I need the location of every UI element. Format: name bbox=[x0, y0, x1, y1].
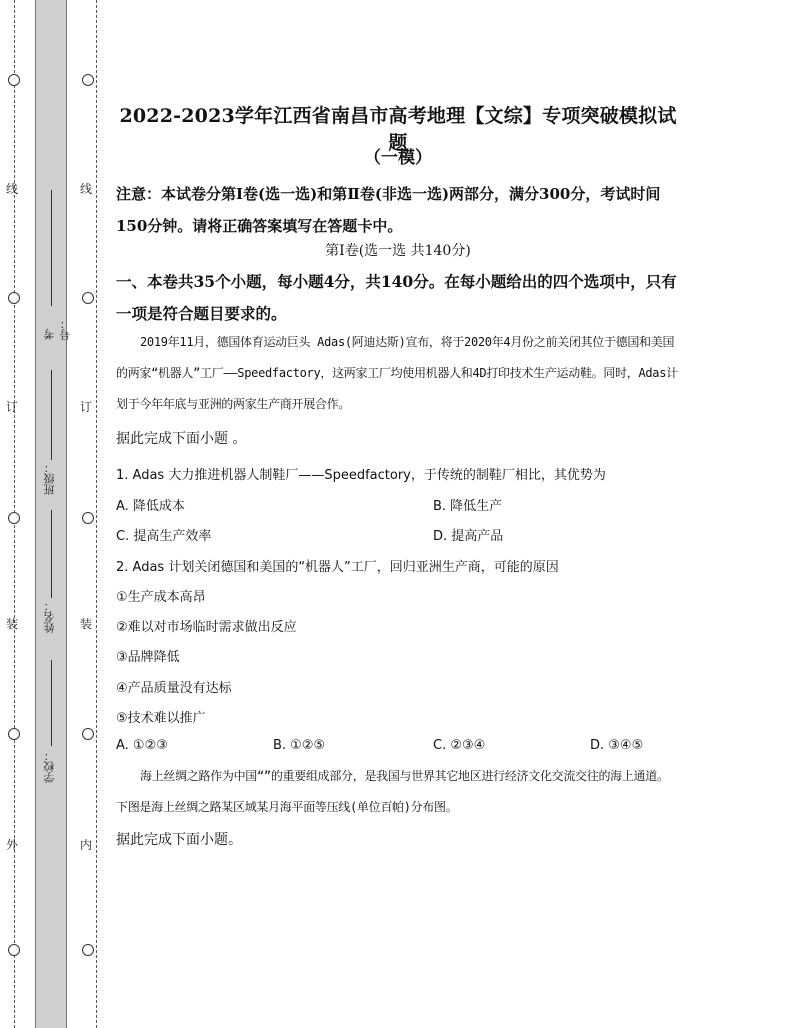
q2-option-c[interactable]: C. ②③④ bbox=[433, 738, 486, 753]
inner-dashed-line bbox=[96, 0, 97, 1028]
part-intro: 一、本卷共35个小题，每小题4分，共140分。在每小题给出的四个选项中，只有一项是符合题目要求的。 bbox=[116, 272, 677, 323]
school-field[interactable] bbox=[42, 660, 60, 790]
q2-item: ⑤技术难以推广 bbox=[116, 711, 206, 726]
q1-option-c[interactable]: C. 提高生产效率 bbox=[116, 529, 212, 544]
binding-hole bbox=[8, 74, 20, 86]
margin-char-outer-zhuang: 装 bbox=[6, 617, 19, 631]
q2-item: ②难以对市场临时需求做出反应 bbox=[116, 620, 297, 635]
margin-char-inner-nei: 内 bbox=[80, 838, 93, 852]
margin-char-inner-line: 线 bbox=[80, 182, 93, 196]
q2-option-b[interactable]: B. ①②⑤ bbox=[273, 738, 326, 753]
q2-option-a[interactable]: A. ①②③ bbox=[116, 738, 168, 753]
class-label: 班级： bbox=[43, 462, 56, 495]
margin-char-outer-ding: 订 bbox=[6, 400, 19, 414]
binding-hole bbox=[82, 292, 94, 304]
name-field[interactable] bbox=[42, 510, 60, 640]
binding-hole bbox=[82, 74, 94, 86]
exam-subtitle: （一模） bbox=[364, 148, 432, 168]
margin-char-inner-ding: 订 bbox=[80, 400, 93, 414]
q1-option-b[interactable]: B. 降低生产 bbox=[433, 499, 503, 514]
section-heading: 第Ⅰ卷(选一选 共140分) bbox=[325, 243, 471, 259]
question-1-stem: 1. Adas 大力推进机器人制鞋厂——Speedfactory，于传统的制鞋厂相比，其优势为 bbox=[116, 468, 606, 483]
margin-char-outer-line: 线 bbox=[6, 182, 19, 196]
name-label: 姓名： bbox=[43, 600, 56, 633]
q2-item: ③品牌降低 bbox=[116, 650, 180, 665]
exam-number-label: 考号： bbox=[43, 318, 72, 340]
q1-option-d[interactable]: D. 提高产品 bbox=[433, 529, 504, 544]
binding-hole bbox=[8, 512, 20, 524]
binding-hole bbox=[82, 512, 94, 524]
binding-hole bbox=[8, 292, 20, 304]
instruction-2: 据此完成下面小题。 bbox=[116, 832, 242, 848]
instruction-1: 据此完成下面小题 。 bbox=[116, 431, 247, 447]
reading-passage-1: 2019年11月，德国体育运动巨头 Adas(阿迪达斯)宣布，将于2020年4月份之前关闭其位于德国和美国的两家“机器人”工厂——Speedfactory，这两家工厂均使用机器人和4D打印技术生产运动鞋。同时，Adas计划于今年年底与亚洲的两家生产商开展合作。 bbox=[116, 335, 678, 411]
q1-option-a[interactable]: A. 降低成本 bbox=[116, 499, 185, 514]
q2-option-d[interactable]: D. ③④⑤ bbox=[590, 738, 644, 753]
margin-char-outer-wai: 外 bbox=[6, 838, 19, 852]
binding-hole bbox=[82, 728, 94, 740]
class-field[interactable] bbox=[42, 370, 60, 500]
school-label: 学校： bbox=[43, 750, 56, 783]
question-2-stem: 2. Adas 计划关闭德国和美国的“机器人”工厂，回归亚洲生产商，可能的原因 bbox=[116, 560, 559, 575]
exam-title: 2022-2023学年江西省南昌市高考地理【文综】专项突破模拟试题 bbox=[119, 105, 677, 154]
exam-notice: 注意：本试卷分第Ⅰ卷(选一选)和第Ⅱ卷(非选一选)两部分，满分300分，考试时间150分钟。请将正确答案填写在答题卡中。 bbox=[116, 185, 661, 235]
q2-item: ①生产成本高昂 bbox=[116, 590, 206, 605]
q2-item: ④产品质量没有达标 bbox=[116, 681, 232, 696]
exam-number-field[interactable] bbox=[42, 190, 72, 340]
reading-passage-2: 海上丝绸之路作为中国“”的重要组成部分，是我国与世界其它地区进行经济文化交流交往的海上通道。下图是海上丝绸之路某区域某月海平面等压线(单位百帕)分布图。 bbox=[116, 769, 669, 814]
binding-hole bbox=[8, 944, 20, 956]
binding-hole bbox=[82, 944, 94, 956]
binding-hole bbox=[8, 728, 20, 740]
margin-char-inner-zhuang: 装 bbox=[80, 617, 93, 631]
